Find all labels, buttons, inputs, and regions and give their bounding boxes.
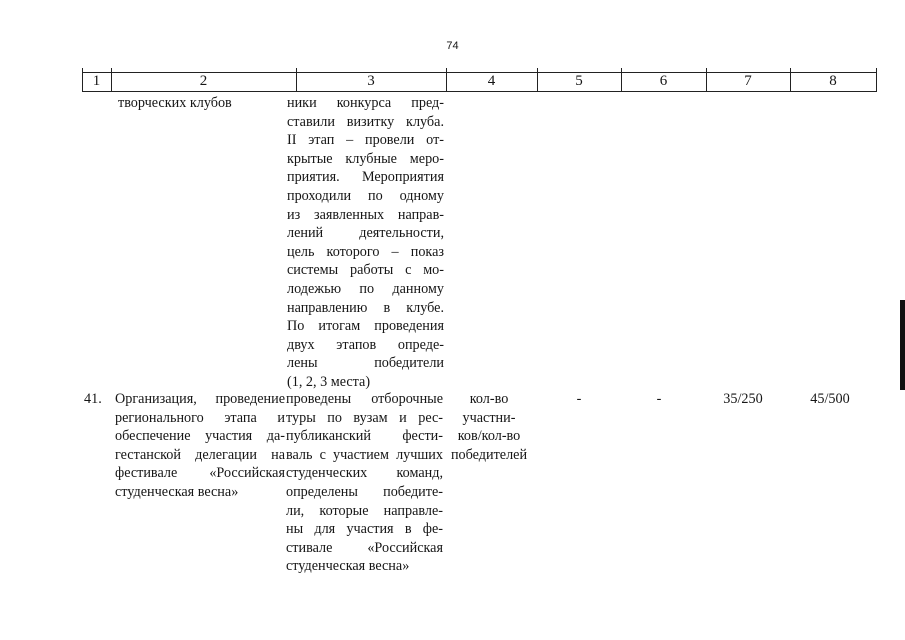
column-header-4: 4	[487, 73, 496, 89]
column-header-3: 3	[367, 73, 375, 89]
row41-col6: -	[656, 391, 662, 407]
row41-col5: -	[576, 391, 582, 407]
text-line: лены победители	[287, 355, 444, 372]
text-line: системы работы с мо-	[287, 262, 444, 279]
text-line: участни-	[462, 409, 516, 426]
text-line: цель которого – показ	[287, 243, 444, 260]
text-line: двух этапов опреде-	[287, 336, 444, 353]
text-line: кол-во	[469, 391, 509, 407]
text-line: стивале «Российская	[286, 539, 443, 556]
text-line: ков/кол-во	[457, 428, 521, 445]
text-line: направлению в клубе.	[287, 299, 444, 316]
header-bottom-rule	[82, 91, 877, 92]
row-number: 41.	[84, 391, 102, 407]
text-line: лодежью по данному	[287, 280, 444, 297]
text-line: ники конкурса пред-	[287, 95, 444, 111]
text-line: студенческих команд,	[286, 465, 443, 482]
text-line: Организация, проведение	[115, 391, 285, 407]
text-line: обеспечение участия да-	[115, 428, 285, 445]
continuation-col3	[287, 94, 444, 392]
text-line: ны для участия в фе-	[286, 521, 443, 538]
row41-col3	[286, 390, 443, 576]
page-number: 74	[446, 40, 459, 52]
text-line: II этап – провели от-	[287, 132, 444, 149]
text-line: проходили по одному	[287, 187, 444, 204]
row41-col2	[115, 390, 285, 502]
text-line: (1, 2, 3 места)	[287, 373, 371, 390]
text-line: туры по вузам и рес-	[286, 409, 443, 426]
text-line: гестанской делегации на	[115, 446, 285, 463]
column-header-2: 2	[199, 73, 208, 89]
text-line: По итогам проведения	[287, 318, 444, 335]
text-line: валь с участием лучших	[286, 446, 443, 463]
text-line: студенческая весна»	[115, 483, 239, 500]
text-line: студенческая весна»	[286, 558, 410, 575]
column-header-7: 7	[744, 73, 752, 89]
text-line: проведены отборочные	[286, 391, 443, 407]
column-header-1: 1	[92, 73, 101, 89]
row41-col4	[444, 390, 534, 464]
row41-col8: 45/500	[810, 391, 850, 407]
column-header-5: 5	[575, 73, 583, 89]
row41-col7: 35/250	[723, 391, 763, 407]
text-line: победителей	[450, 446, 528, 463]
scan-edge-mark	[900, 300, 905, 390]
text-line: фестивале «Российская	[115, 465, 285, 482]
text-line: из заявленных направ-	[287, 206, 444, 223]
text-line: регионального этапа и	[115, 409, 285, 426]
text-line: ли, которые направле-	[286, 502, 443, 519]
text-line: определены победите-	[286, 483, 443, 500]
text-line: крытые клубные меро-	[287, 150, 444, 167]
column-header-6: 6	[659, 73, 668, 89]
text-line: лений деятельности,	[287, 225, 444, 242]
continuation-col2: творческих клубов	[118, 95, 232, 111]
text-line: приятия. Мероприятия	[287, 169, 444, 186]
column-header-8: 8	[829, 73, 837, 89]
column-divider	[876, 68, 877, 92]
text-line: ставили визитку клуба.	[287, 113, 444, 130]
text-line: публиканский фести-	[286, 428, 443, 445]
